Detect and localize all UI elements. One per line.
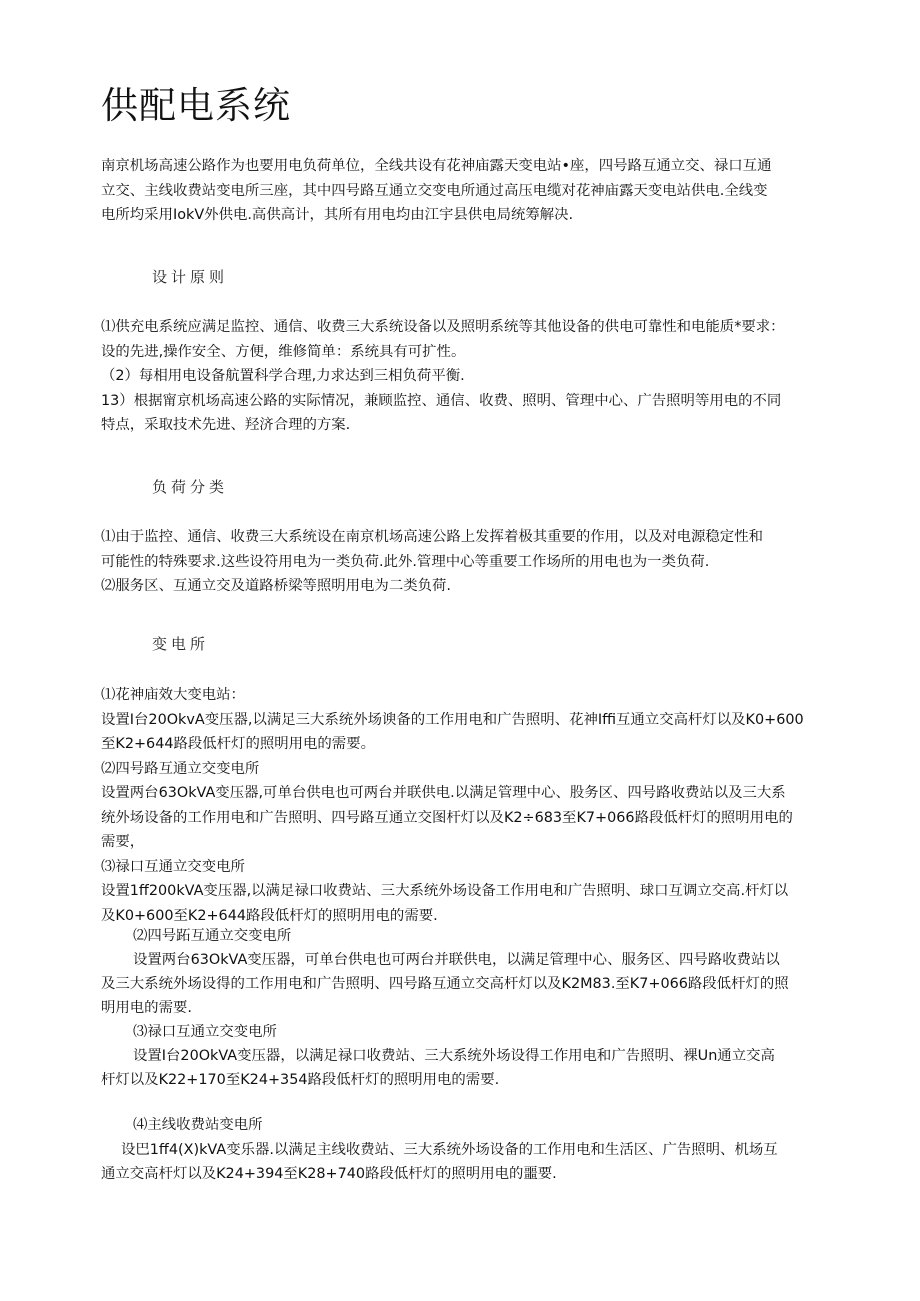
subsection-line: 设置I台20OkVA变压器，以满足禄口收费站、三大系统外场设得工作用电和广告照明、裸Un通立交高 [133,1048,775,1064]
design-line: 特点，采取技术先进、羟济合理的方案. [101,417,351,433]
load-line: ⑵服务区、互通立交及道路桥梁等照明用电为二类负荷. [101,578,451,594]
substation-line: ⑵四号路互通立交变电所 [101,760,260,777]
load-line: ⑴由于监控、通信、收费三大系统设在南京机场高速公路上发挥着极其重要的作用，以及对电源稳定性和 [101,529,763,545]
subsection-title: ⑵四号跖互通立交变电所 [133,928,292,944]
section-heading-load: 负荷分类 [152,478,229,496]
load-paragraph [101,525,823,599]
load-line: 可能性的特殊要求.这些设符用电为一类负荷.此外.管理中心等重要工作场所的用电也为一类负荷. [101,553,710,570]
substation-line: 需要， [101,834,145,850]
substation-line: ⑴花神庙效大变电站： [101,687,245,703]
design-line: 设的先进,操作安全、方便，维修简单：系统具有可扩性。 [101,343,466,360]
subsection-line: 通立交高杆灯以及K24+394至K28+740路段低杆灯的照明用电的噩要. [101,1166,557,1182]
section-heading-substation: 变电所 [152,635,210,653]
intro-line: 南京机场高速公路作为也要用电负荷单位，全线共设有花神庙露天变电站•座，四号路互通立交、禄口互通 [101,158,772,174]
subsection-line: 及三大系统外场设得的工作用电和广告照明、四号路互通立交高杆灯以及K2M83.至K7+066路段低杆灯的照 [101,976,789,992]
intro-paragraph [101,154,823,228]
subsection-line: 明用电的需要. [101,1000,192,1016]
page-title: 供配电系统 [101,84,291,127]
substation-line: 统外场设备的工作用电和广告照明、四号路互通立交图杆灯以及K2÷683至K7+066路段低杆灯的照明用电的 [101,809,793,826]
substation-line: ⑶禄口互通立交变电所 [101,858,245,875]
design-line: （2）每相用电设备航置科学合理,力求达到三相负荷平衡. [101,368,465,384]
design-line: 13）根据甯京机场高速公路的实际情况，兼顾监控、通信、收费、照明、管理中心、广告照明等用电的不同 [101,392,782,409]
subsection-line: 设巴1ff4(X)kVA变乐器.以满足主线收费站、三大系统外场设备的工作用电和生活区、广告照明、机场互 [121,1142,778,1158]
subsection-title: ⑶禄口互通立交变电所 [133,1024,277,1040]
section-heading-design: 设计原则 [152,268,229,286]
substation-paragraph [101,683,823,928]
subsection-title: ⑷主线收费站变电所 [133,1117,263,1133]
subsection-line: 设置两台63OkVA变压器，可单台供电也可两台并联供电，以满足管理中心、服务区、四号路收费站以 [133,952,780,968]
substation-line: 设置两台63OkVA变压器,可单台供电也可两台并联供电.以满足管理中心、股务区、四号路收费站以及三大系 [101,785,786,801]
subsection-line: 杆灯以及K22+170至K24+354路段低杆灯的照明用电的需要. [101,1072,500,1088]
intro-line: 电所均采用IokV外供电.高供高计，其所有用电均由江宇县供电局统筹解决. [101,207,574,223]
substation-line: 及K0+600至K2+644路段低杆灯的照明用电的需要. [101,907,438,924]
design-line: ⑴供充电系统应满足监控、通信、收费三大系统设备以及照明系统等其他设备的供电可靠性和电能质*要求： [101,319,785,335]
substation-line: 设置1ff200kVA变压器,以满足禄口收费站、三大系统外场设备工作用电和广告照明、球口互调立交高.杆灯以 [101,883,789,899]
substation-line: 至K2+644路段低杆灯的照明用电的需要。 [101,736,375,752]
design-paragraph [101,315,823,438]
substation-line: 设置I台20OkvA变压器,以满足三大系统外场谀备的工作用电和广告照明、花神Iffi互通立交高杆灯以及K0+600 [101,711,804,728]
intro-line: 立交、主线收费站变电所三座，其中四号路互通立交变电所通过高压电缆对花神庙露天变电站供电.全线变 [101,182,768,199]
